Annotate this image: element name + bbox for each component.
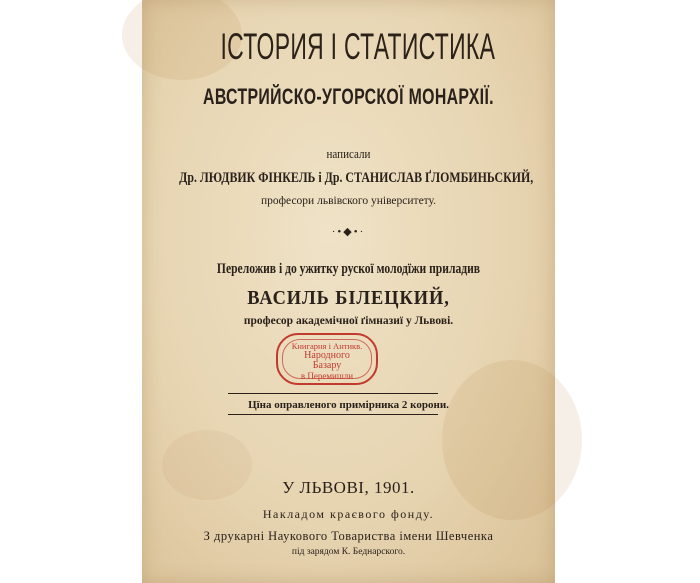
book-title: ІСТОРИЯ І СТАТИСТИКА (220, 26, 496, 67)
translator-role: професор академічної ґімназиї у Львові. (243, 315, 454, 327)
book-subtitle: АВСТРИЙСКО-УГОРСКОЇ МОНАРХІЇ. (203, 84, 494, 109)
stamp-line: Книгарня і Антикв. (291, 341, 363, 351)
publisher-note: Накладом краєвого фонду. (262, 507, 435, 521)
written-by-label: написали (326, 146, 371, 161)
stamp-line: в Перемишли (300, 371, 354, 381)
price-rule-top (228, 393, 438, 394)
printer-line: З друкарні Наукового Товариства імени Шевченка (203, 529, 494, 543)
authors: Др. ЛЮДВИК ФІНКЕЛЬ і Др. СТАНИСЛАВ ҐЛОМБИНЬСКИЙ, (179, 170, 534, 186)
stamp-line: Базару (312, 360, 342, 371)
authors-role: професори львівского університету. (260, 195, 437, 207)
stamp-line: Народного (304, 350, 350, 361)
printer-subline: під зарядом К. Беднарского. (291, 547, 406, 557)
city-year: У ЛЬВОВІ, 1901. (282, 478, 415, 497)
price-note: Цїна оправленого примірника 2 корони. (248, 399, 449, 411)
title-page (142, 0, 555, 583)
price-rule-bottom (228, 414, 438, 415)
library-stamp (276, 333, 378, 385)
translator-name: ВАСИЛЬ БІЛЕЦКИЙ, (247, 287, 450, 309)
translated-by-label: Переложив і до ужитку рускої молодїжи приладив (216, 261, 481, 277)
ornament-divider: ·•◆•· (331, 226, 366, 238)
